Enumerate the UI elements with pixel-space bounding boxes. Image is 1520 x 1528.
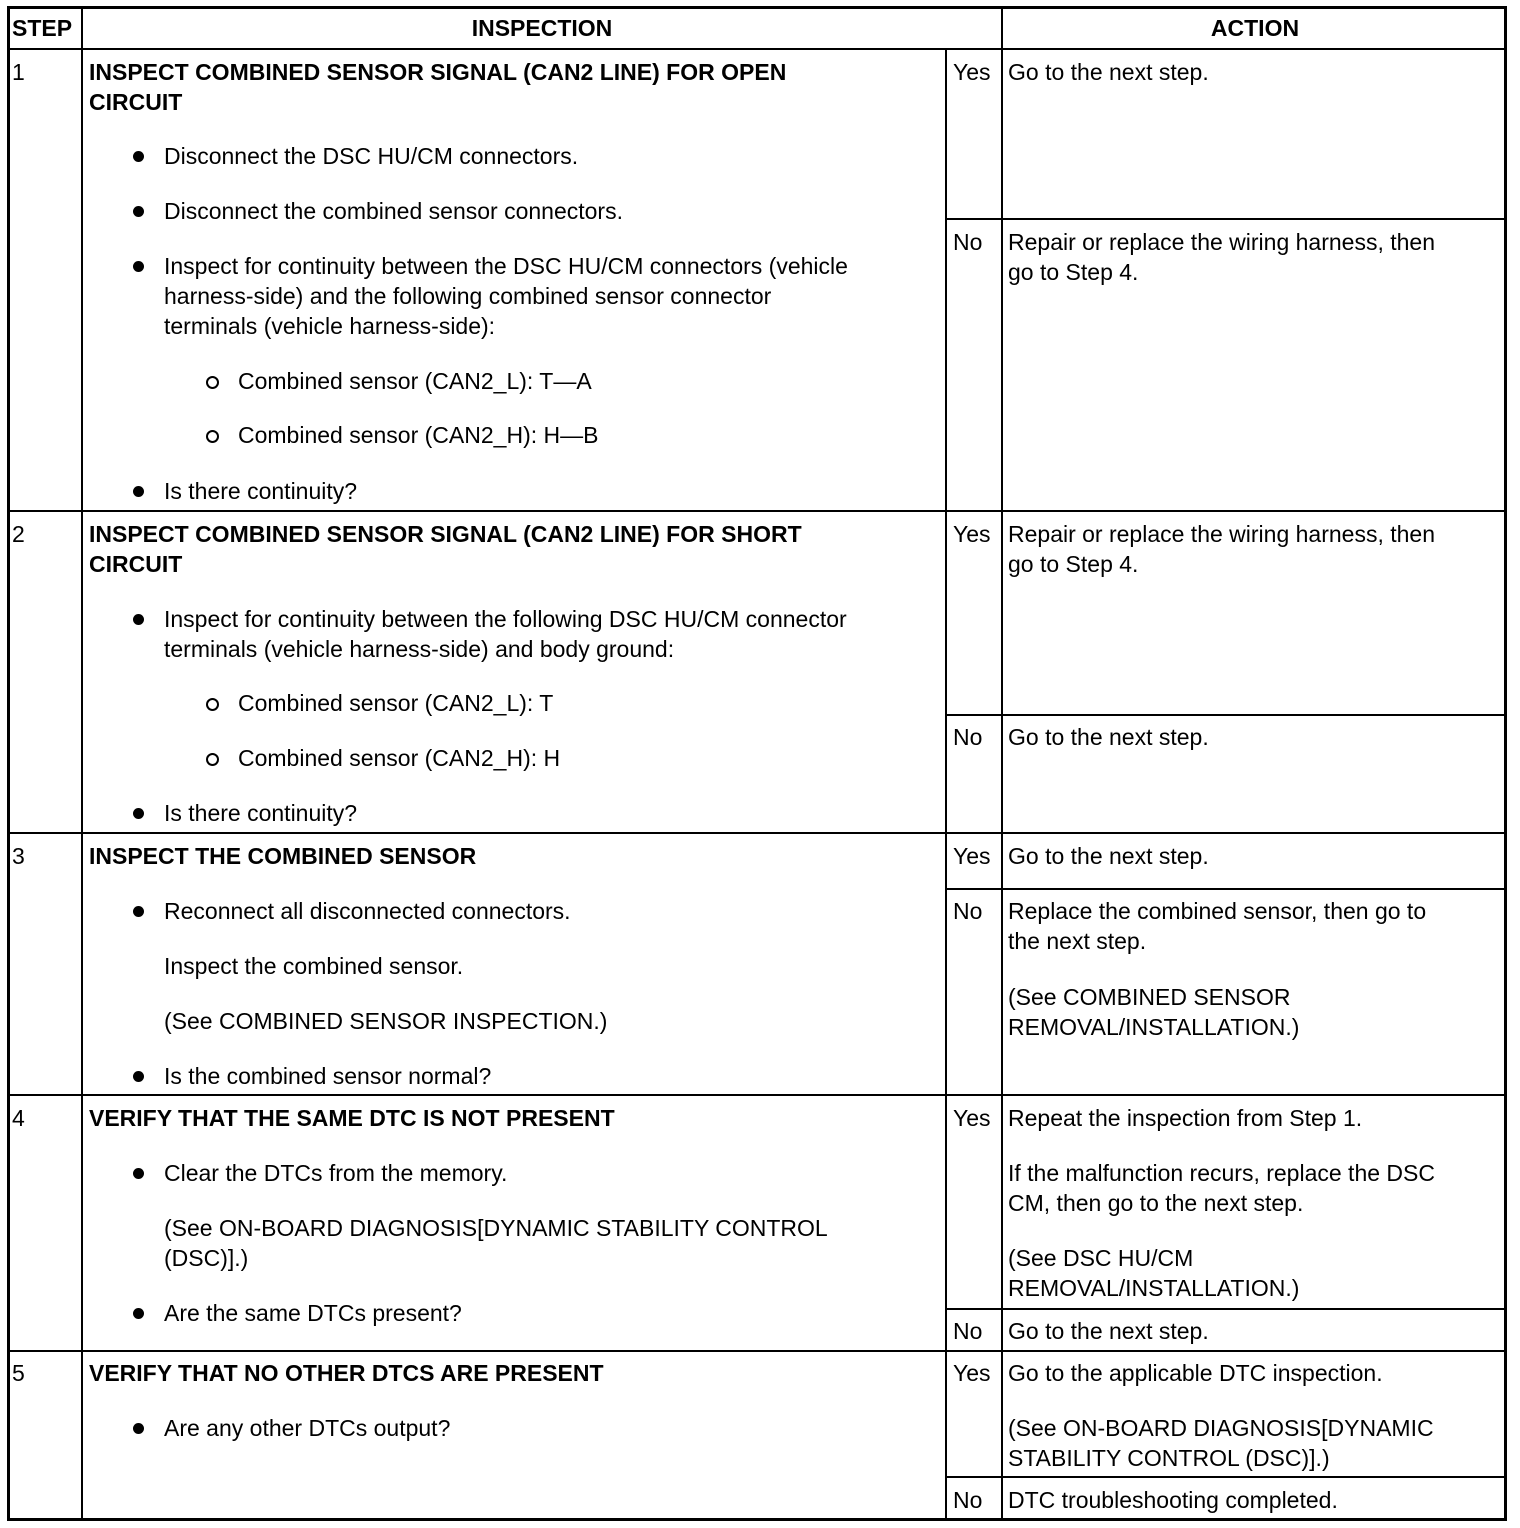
header-divider	[7, 48, 1507, 50]
subrow-divider-3	[945, 888, 1507, 890]
action-text: If the malfunction recurs, replace the DSC	[1008, 1160, 1435, 1186]
reference: (See ON-BOARD DIAGNOSIS[DYNAMIC STABILITY CONTROL	[164, 1215, 828, 1241]
sub-bullet-icon	[206, 698, 219, 711]
action-text: DTC troubleshooting completed.	[1008, 1487, 1338, 1513]
sub-instruction: Combined sensor (CAN2_L): T—A	[238, 368, 592, 394]
step-title: INSPECT COMBINED SENSOR SIGNAL (CAN2 LINE) FOR OPEN	[89, 59, 787, 85]
step-number: 4	[12, 1105, 25, 1131]
instruction: Is the combined sensor normal?	[164, 1063, 492, 1089]
action-reference: REMOVAL/INSTALLATION.)	[1008, 1014, 1300, 1040]
action-text: Replace the combined sensor, then go to	[1008, 898, 1427, 924]
yes-label: Yes	[953, 843, 991, 869]
no-label: No	[953, 1318, 983, 1344]
instruction: terminals (vehicle harness-side):	[164, 313, 496, 339]
action-text: go to Step 4.	[1008, 259, 1139, 285]
reference: (See COMBINED SENSOR INSPECTION.)	[164, 1008, 608, 1034]
bullet-icon	[133, 906, 144, 917]
reference: (DSC)].)	[164, 1245, 249, 1271]
action-reference: (See ON-BOARD DIAGNOSIS[DYNAMIC	[1008, 1415, 1434, 1441]
sub-bullet-icon	[206, 753, 219, 766]
bullet-icon	[133, 1423, 144, 1434]
action-reference: (See DSC HU/CM	[1008, 1245, 1194, 1271]
header-action: ACTION	[1210, 15, 1300, 41]
yes-label: Yes	[953, 59, 991, 85]
bullet-icon	[133, 151, 144, 162]
subrow-divider-1	[945, 218, 1507, 220]
action-text: Repair or replace the wiring harness, then	[1008, 521, 1436, 547]
col-divider-step	[81, 7, 83, 1520]
no-label: No	[953, 229, 983, 255]
sub-instruction: Combined sensor (CAN2_L): T	[238, 690, 554, 716]
instruction: terminals (vehicle harness-side) and body ground:	[164, 636, 675, 662]
action-text: Go to the next step.	[1008, 1318, 1209, 1344]
col-divider-yesno	[945, 49, 947, 1520]
step-number: 2	[12, 521, 25, 547]
yes-label: Yes	[953, 521, 991, 547]
instruction: Inspect for continuity between the following DSC HU/CM connector	[164, 606, 847, 632]
instruction: Inspect the combined sensor.	[164, 953, 464, 979]
sub-instruction: Combined sensor (CAN2_H): H	[238, 745, 561, 771]
action-text: CM, then go to the next step.	[1008, 1190, 1304, 1216]
bullet-icon	[133, 206, 144, 217]
sub-instruction: Combined sensor (CAN2_H): H—B	[238, 422, 599, 448]
action-reference: (See COMBINED SENSOR	[1008, 984, 1291, 1010]
action-text: the next step.	[1008, 928, 1147, 954]
yes-label: Yes	[953, 1360, 991, 1386]
step-number: 5	[12, 1360, 25, 1386]
sub-bullet-icon	[206, 376, 219, 389]
sub-bullet-icon	[206, 430, 219, 443]
action-text: Go to the next step.	[1008, 843, 1209, 869]
bullet-icon	[133, 614, 144, 625]
step-number: 1	[12, 59, 25, 85]
action-text: Repeat the inspection from Step 1.	[1008, 1105, 1363, 1131]
instruction: Disconnect the DSC HU/CM connectors.	[164, 143, 579, 169]
no-label: No	[953, 724, 983, 750]
yes-label: Yes	[953, 1105, 991, 1131]
bullet-icon	[133, 261, 144, 272]
action-text: go to Step 4.	[1008, 551, 1139, 577]
action-reference: STABILITY CONTROL (DSC)].)	[1008, 1445, 1330, 1471]
action-text: Go to the next step.	[1008, 724, 1209, 750]
subrow-divider-2	[945, 714, 1507, 716]
header-step: STEP	[12, 15, 73, 41]
action-text: Repair or replace the wiring harness, then	[1008, 229, 1436, 255]
instruction: harness-side) and the following combined sensor connector	[164, 283, 772, 309]
instruction: Are any other DTCs output?	[164, 1415, 451, 1441]
step-title: CIRCUIT	[89, 551, 183, 577]
row-divider-3	[7, 1094, 1507, 1096]
header-inspection: INSPECTION	[471, 15, 613, 41]
instruction: Is there continuity?	[164, 478, 358, 504]
action-text: Go to the next step.	[1008, 59, 1209, 85]
bullet-icon	[133, 486, 144, 497]
action-text: Go to the applicable DTC inspection.	[1008, 1360, 1383, 1386]
subrow-divider-4	[945, 1308, 1507, 1310]
step-title: VERIFY THAT THE SAME DTC IS NOT PRESENT	[89, 1105, 615, 1131]
no-label: No	[953, 1487, 983, 1513]
step-number: 3	[12, 843, 25, 869]
no-label: No	[953, 898, 983, 924]
bullet-icon	[133, 1071, 144, 1082]
bullet-icon	[133, 808, 144, 819]
bullet-icon	[133, 1168, 144, 1179]
row-divider-2	[7, 832, 1507, 834]
row-divider-1	[7, 510, 1507, 512]
instruction: Clear the DTCs from the memory.	[164, 1160, 508, 1186]
col-divider-action	[1001, 7, 1003, 1520]
action-reference: REMOVAL/INSTALLATION.)	[1008, 1275, 1300, 1301]
step-title: CIRCUIT	[89, 89, 183, 115]
step-title: INSPECT COMBINED SENSOR SIGNAL (CAN2 LINE) FOR SHORT	[89, 521, 802, 547]
bullet-icon	[133, 1308, 144, 1319]
instruction: Reconnect all disconnected connectors.	[164, 898, 571, 924]
instruction: Disconnect the combined sensor connectors.	[164, 198, 623, 224]
instruction: Inspect for continuity between the DSC HU/CM connectors (vehicle	[164, 253, 848, 279]
step-title: VERIFY THAT NO OTHER DTCS ARE PRESENT	[89, 1360, 604, 1386]
instruction: Is there continuity?	[164, 800, 358, 826]
step-title: INSPECT THE COMBINED SENSOR	[89, 843, 477, 869]
instruction: Are the same DTCs present?	[164, 1300, 462, 1326]
subrow-divider-5	[945, 1476, 1507, 1478]
row-divider-4	[7, 1350, 1507, 1352]
